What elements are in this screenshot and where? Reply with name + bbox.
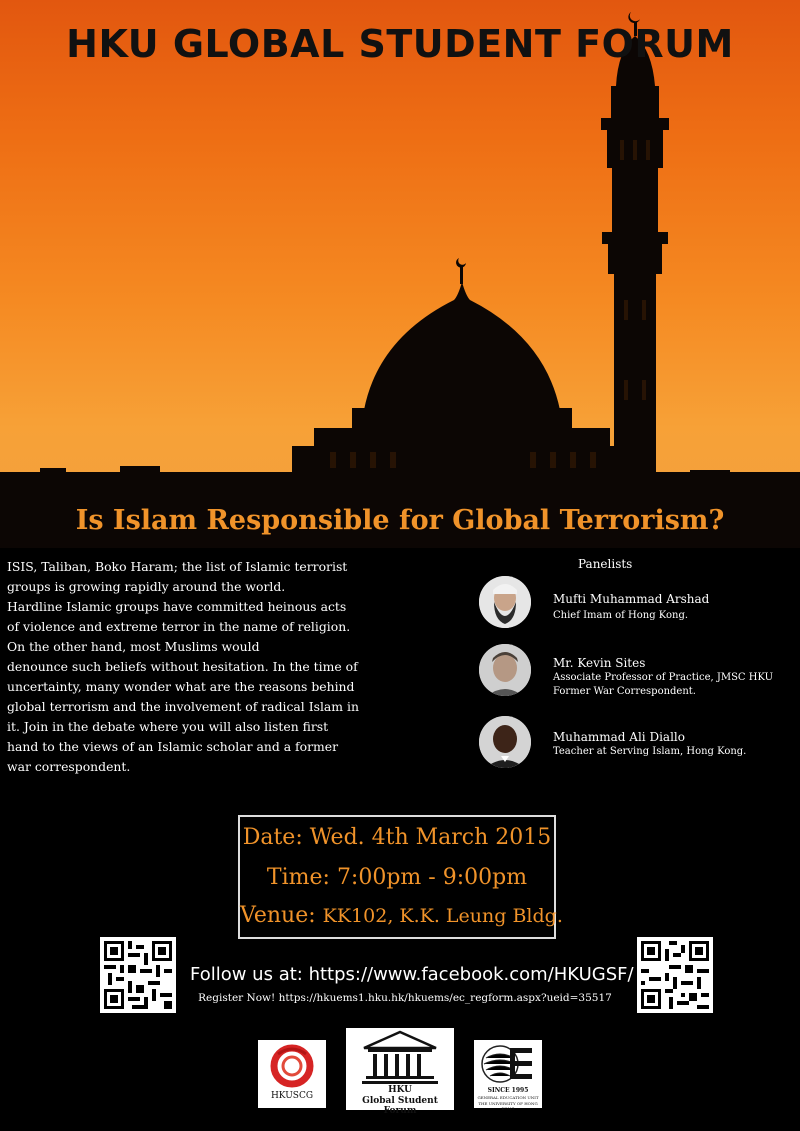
- panelist-name: Mr. Kevin Sites: [553, 656, 646, 670]
- person-icon: [479, 716, 531, 768]
- panelist-portrait: [479, 576, 531, 628]
- panelist-card: [479, 576, 799, 636]
- panelist-name: Muhammad Ali Diallo: [553, 730, 685, 744]
- panelists-heading: Panelists: [578, 557, 633, 571]
- person-icon: [479, 644, 531, 696]
- qr-code-icon: [100, 937, 176, 1013]
- gsf-label-line1: HKU: [388, 1085, 412, 1095]
- time-value: 7:00pm - 9:00pm: [336, 865, 528, 890]
- panelist-portrait: [479, 716, 531, 768]
- event-date: [240, 825, 554, 850]
- mosque-silhouette: [0, 0, 800, 548]
- panelist-role: Former War Correspondent.: [553, 686, 696, 697]
- qr-code-facebook[interactable]: [100, 937, 176, 1013]
- page-title: HKU GLOBAL STUDENT FORUM: [66, 22, 734, 66]
- panelist-portrait: [479, 644, 531, 696]
- venue-label: Venue:: [240, 903, 316, 928]
- description-line: it. Join in the debate where you will also listen first: [7, 719, 329, 734]
- hkuscg-label: HKUSCG: [270, 1091, 314, 1101]
- date-value: Wed. 4th March 2015: [309, 825, 552, 850]
- panelist-card: [479, 644, 799, 704]
- panelist-role: Chief Imam of Hong Kong.: [553, 610, 689, 621]
- event-venue: [240, 903, 563, 928]
- description-line: denounce such beliefs without hesitation. In the time of: [7, 659, 358, 674]
- panelist-role: Associate Professor of Practice, JMSC HKU: [553, 672, 774, 683]
- event-question: Is Islam Responsible for Global Terrorism?: [75, 505, 725, 536]
- description-line: war correspondent.: [7, 759, 131, 774]
- time-label: Time:: [266, 865, 330, 890]
- hkuscg-logo: [258, 1040, 326, 1108]
- person-icon: [479, 576, 531, 628]
- geu-emblem-icon: [474, 1040, 542, 1086]
- register-link[interactable]: Register Now! https://hkuems1.hku.hk/hkuems/ec_regform.aspx?ueid=35517: [198, 992, 612, 1004]
- event-description: [7, 557, 437, 777]
- panelist-card: [479, 716, 799, 776]
- description-line: global terrorism and the involvement of radical Islam in: [7, 699, 359, 714]
- event-info-box: [238, 815, 563, 939]
- panelist-name: Mufti Muhammad Arshad: [553, 592, 710, 606]
- description-line: uncertainty, many wonder what are the reasons behind: [7, 679, 355, 694]
- description-line: ISIS, Taliban, Boko Haram; the list of Islamic terrorist: [7, 559, 348, 574]
- hero-banner: [0, 0, 800, 548]
- geu-label-line1: SINCE 1995: [487, 1087, 529, 1094]
- description-line: of violence and extreme terror in the name of religion.: [7, 619, 351, 634]
- geu-label-line3: THE UNIVERSITY OF HONG KONG: [478, 1101, 538, 1111]
- gsf-label-line2: Global Student Forum: [362, 1096, 438, 1116]
- description-line: hand to the views of an Islamic scholar and a former: [7, 739, 338, 754]
- general-education-unit-logo: [474, 1040, 542, 1111]
- hkuscg-emblem-icon: [258, 1040, 326, 1090]
- pillared-building-icon: [346, 1028, 454, 1086]
- description-line: groups is growing rapidly around the world.: [7, 579, 286, 594]
- venue-value: KK102, K.K. Leung Bldg.: [322, 905, 563, 927]
- qr-code-icon: [637, 937, 713, 1013]
- date-label: Date:: [242, 825, 303, 850]
- description-line: Hardline Islamic groups have committed heinous acts: [7, 599, 347, 614]
- qr-code-register[interactable]: [637, 937, 713, 1013]
- global-student-forum-logo: [346, 1028, 454, 1116]
- event-time: [240, 865, 554, 890]
- panelist-role: Teacher at Serving Islam, Hong Kong.: [553, 746, 747, 757]
- description-line: On the other hand, most Muslims would: [7, 639, 260, 654]
- geu-label-line2: GENERAL EDUCATION UNIT: [477, 1095, 539, 1100]
- facebook-follow-link[interactable]: Follow us at: https://www.facebook.com/HKUGSF/: [190, 964, 634, 985]
